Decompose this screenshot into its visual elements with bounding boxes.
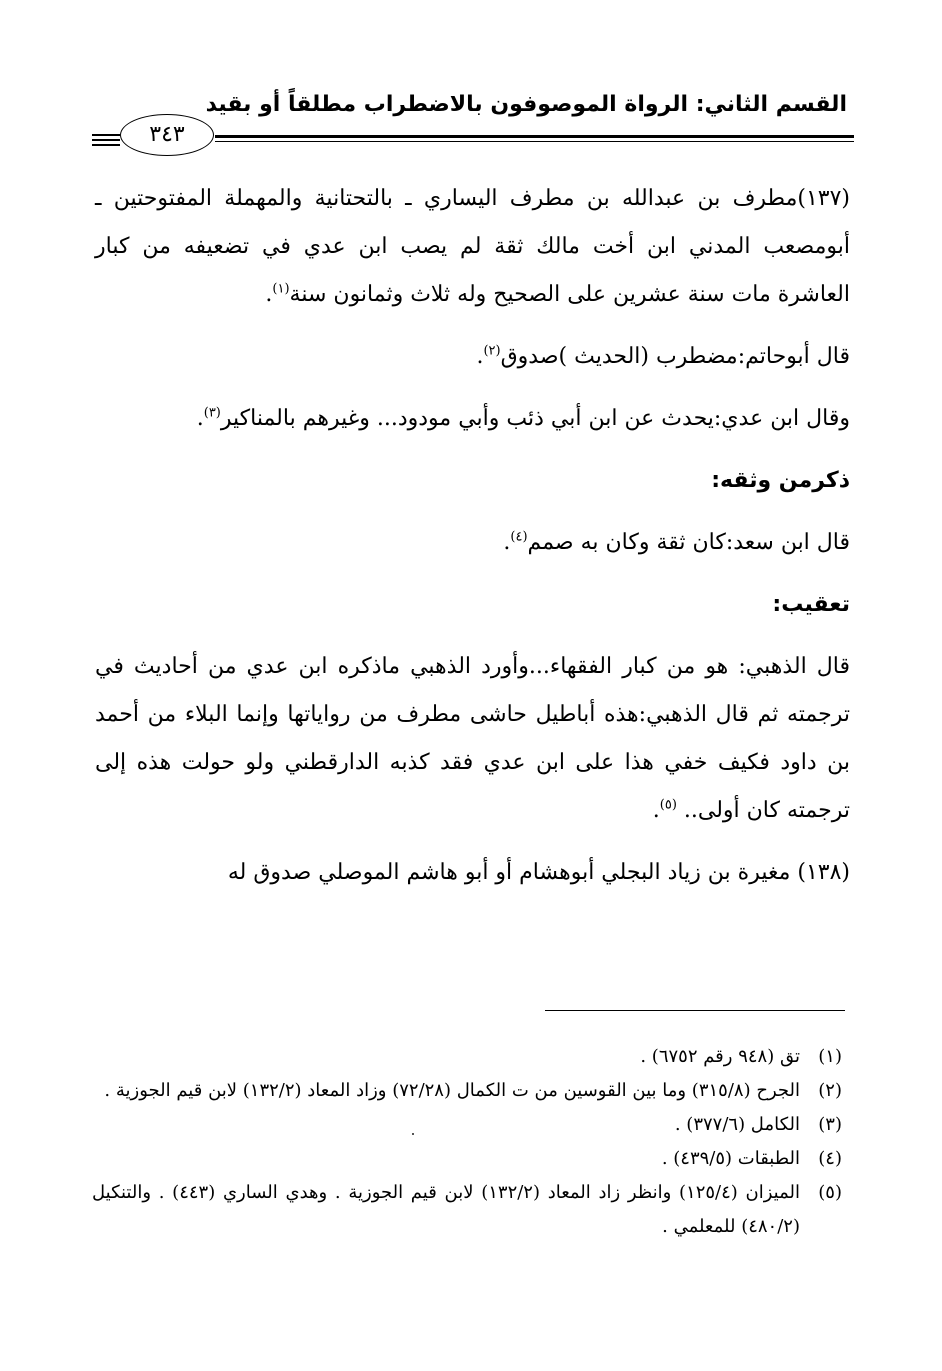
main-text (95, 175, 850, 911)
dhahabi-paragraph: قال الذهبي: هو من كبار الفقهاء...وأورد الذهبي ماذكره ابن عدي من أحاديث في ترجمته ثم قال الذهبي:هذه أباطيل حاشى مطرف من رواياتها وإنما البلاء من أحمد بن داود فكيف خفي هذا على ابن عدي فقد كذبه الدارقطني ولو حولت هذه إلى ترجمته كان أولى.. $^{(٥)}$. (95, 654, 850, 823)
ibn-saad-text: قال ابن سعد:كان ثقة وكان به صمم (527, 530, 850, 555)
footnote-ref-2: (٢) (483, 343, 501, 359)
footnote-ref-3: (٣) (203, 405, 221, 421)
footnote-ref-1: (١) (272, 281, 290, 297)
entry-137-text: (١٣٧)مطرف بن عبدالله بن مطرف اليساري ـ بالتحتانية والمهملة المفتوحتين ـ أبومصعب المدني ابن أخت مالك ثقة لم يصب ابن عدي في تضعيفه من كبار العاشرة مات سنة عشرين على الصحيح وله ثلاث وثمانون سنة (95, 186, 850, 307)
dhahabi-text: قال الذهبي: هو من كبار الفقهاء...وأورد الذهبي ماذكره ابن عدي من أحاديث في ترجمته ثم قال الذهبي:هذه أباطيل حاشى مطرف من رواياتها وإنما البلاء من أحمد بن داود فكيف خفي هذا على ابن عدي فقد كذبه الدارقطني ولو حولت هذه إلى ترجمته كان أولى.. (95, 654, 850, 823)
entry-137: (١٣٧)مطرف بن عبدالله بن مطرف اليساري ـ بالتحتانية والمهملة المفتوحتين ـ أبومصعب المدني ابن أخت مالك ثقة لم يصب ابن عدي في تضعيفه من كبار العاشرة مات سنة عشرين على الصحيح وله ثلاث وثمانون سنة$^{(١)}$. (95, 186, 850, 307)
footnote-number: (٥) (818, 1182, 842, 1203)
abu-hatim-quote: قال أبوحاتم:مضطرب (الحديث )صدوق$^{(٢)}$. (476, 343, 850, 369)
footnote-number: (٣) (818, 1114, 842, 1135)
footnote-text: الميزان (١٢٥/٤) وانظر زاد المعاد (١٣٢/٢) لابن قيم الجوزية . وهدي الساري (٤٤٣) . والتنكيل (٤٨٠/٢) للمعلمي . (92, 1182, 801, 1237)
footnote-number: (٤) (818, 1148, 842, 1169)
footnote (92, 1142, 842, 1176)
footnote-text: الطبقات (٤٣٩/٥) . (661, 1148, 800, 1169)
ibn-adi-quote: وقال ابن عدي:يحدث عن ابن أبي ذئب وأبي مودود... وغيرهم بالمناكير$^{(٣)}$. (196, 405, 850, 431)
footnote (92, 1074, 842, 1108)
footnote-ref-4: (٤) (510, 529, 528, 545)
header-rule (215, 135, 854, 138)
entry-138: (١٣٨) مغيرة بن زياد البجلي أبوهشام أو أبو هاشم الموصلي صدوق له (227, 860, 850, 885)
section-heading-comment: تعقيب: (772, 592, 850, 617)
ibn-saad-quote: قال ابن سعد:كان ثقة وكان به صمم$^{(٤)}$. (503, 529, 850, 555)
header-rule-thin (215, 141, 854, 142)
footnote-text: الكامل (٣٧٧/٦) . (674, 1114, 800, 1135)
section-heading-trust: ذكرمن وثقه: (711, 468, 850, 493)
footnote-number: (٢) (818, 1080, 842, 1101)
page-number: ٣٤٣ (120, 114, 214, 156)
footnote-text: الجرح (٣١٥/٨) وما بين القوسين من ت الكمال (٧٢/٢٨) وزاد المعاد (١٣٢/٢) لابن قيم الجوزية . (104, 1080, 800, 1101)
ibn-adi-text: وقال ابن عدي:يحدث عن ابن أبي ذئب وأبي مودود... وغيرهم بالمناكير (220, 406, 850, 431)
header-left-rules (92, 134, 120, 149)
abu-hatim-text: قال أبوحاتم:مضطرب (الحديث )صدوق (500, 344, 850, 369)
footnote-text: تق (٩٤٨ رقم ٦٧٥٢) . (640, 1046, 800, 1067)
footnote (92, 1040, 842, 1074)
footnotes (92, 1040, 842, 1244)
footnote-ref-5: (٥) (659, 797, 677, 813)
running-title: القسم الثاني: الرواة الموصوفون بالاضطراب مطلقاً أو بقيد (205, 92, 847, 117)
footnote-number: (١) (818, 1046, 842, 1067)
footnote (92, 1108, 842, 1142)
footnote (92, 1176, 842, 1244)
footnote-rule (545, 1010, 845, 1011)
